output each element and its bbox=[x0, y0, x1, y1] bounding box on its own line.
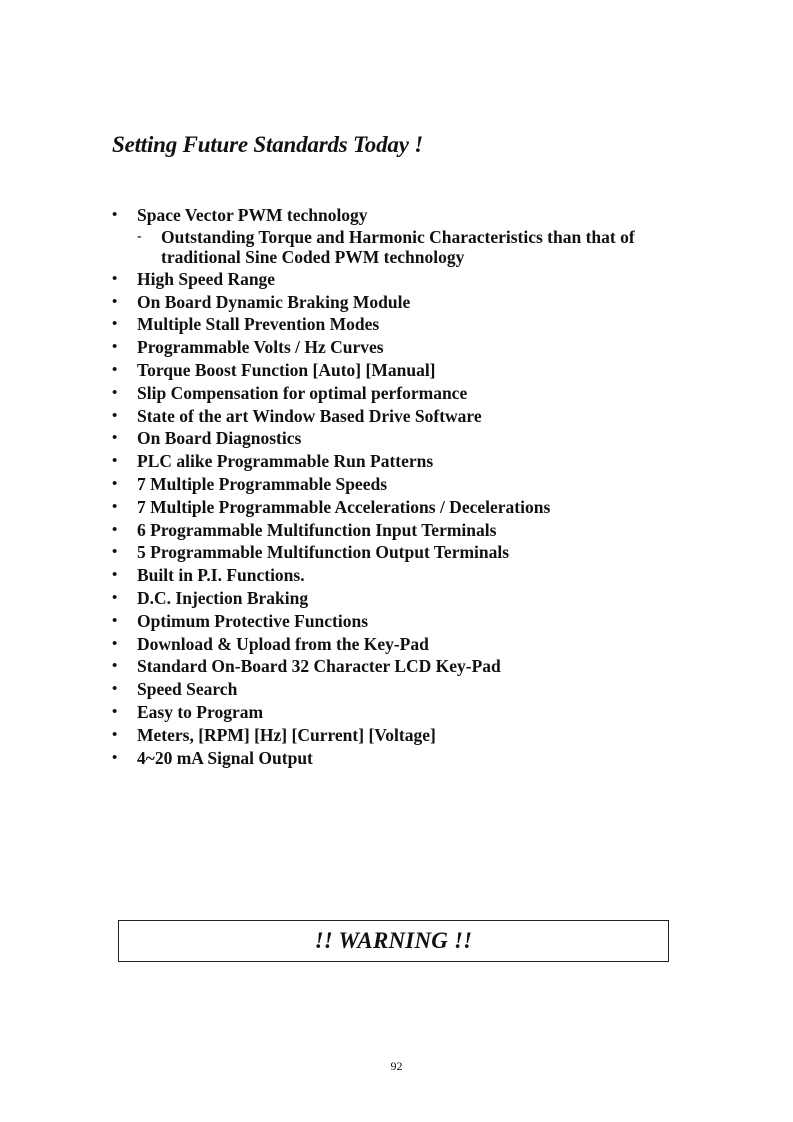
bullet-icon: • bbox=[112, 293, 118, 310]
bullet-icon: • bbox=[112, 430, 118, 447]
feature-text: 7 Multiple Programmable Accelerations / Decelerations bbox=[137, 496, 551, 517]
bullet-icon: • bbox=[112, 207, 118, 223]
warning-box bbox=[118, 920, 669, 962]
feature-item bbox=[108, 747, 708, 770]
feature-list bbox=[108, 204, 708, 769]
feature-item bbox=[108, 633, 708, 656]
bullet-icon: • bbox=[112, 658, 118, 675]
bullet-icon: • bbox=[112, 339, 118, 356]
feature-text: Meters, [RPM] [Hz] [Current] [Voltage] bbox=[137, 724, 436, 745]
feature-item bbox=[108, 587, 708, 610]
feature-text: Multiple Stall Prevention Modes bbox=[137, 314, 380, 335]
feature-text: Torque Boost Function [Auto] [Manual] bbox=[137, 359, 436, 380]
feature-item bbox=[108, 610, 708, 633]
feature-item bbox=[108, 405, 708, 428]
feature-text: Speed Search bbox=[137, 679, 238, 700]
feature-text: Slip Compensation for optimal performance bbox=[137, 382, 468, 403]
feature-text: 4~20 mA Signal Output bbox=[137, 747, 313, 768]
feature-text: Easy to Program bbox=[137, 701, 264, 722]
feature-text: Optimum Protective Functions bbox=[137, 610, 369, 631]
feature-item bbox=[108, 655, 708, 678]
bullet-icon: • bbox=[112, 681, 118, 698]
feature-item bbox=[108, 541, 708, 564]
bullet-icon: • bbox=[112, 567, 118, 584]
bullet-icon: • bbox=[112, 589, 118, 606]
feature-item bbox=[108, 382, 708, 405]
feature-item bbox=[108, 359, 708, 382]
warning-title: !! WARNING !! bbox=[314, 928, 473, 953]
feature-text: High Speed Range bbox=[137, 268, 276, 289]
bullet-icon: • bbox=[112, 703, 118, 720]
feature-item bbox=[108, 450, 708, 473]
feature-text: Space Vector PWM technology bbox=[137, 205, 368, 225]
bullet-icon: • bbox=[112, 612, 118, 629]
feature-item bbox=[108, 313, 708, 336]
feature-item bbox=[108, 291, 708, 314]
feature-item bbox=[108, 724, 708, 747]
feature-item bbox=[108, 268, 708, 291]
feature-text: On Board Dynamic Braking Module bbox=[137, 291, 411, 312]
bullet-icon: • bbox=[112, 521, 118, 538]
bullet-icon: • bbox=[112, 498, 118, 515]
feature-item bbox=[108, 473, 708, 496]
feature-item bbox=[108, 519, 708, 542]
bullet-icon: • bbox=[112, 407, 118, 424]
feature-text: Download & Upload from the Key-Pad bbox=[137, 633, 429, 654]
feature-text: Built in P.I. Functions. bbox=[137, 565, 305, 586]
feature-text: 6 Programmable Multifunction Input Terminals bbox=[137, 519, 497, 540]
bullet-icon: • bbox=[112, 316, 118, 333]
feature-text: On Board Diagnostics bbox=[137, 428, 302, 449]
page-number: 92 bbox=[390, 1059, 403, 1073]
bullet-icon: • bbox=[112, 726, 118, 743]
feature-text: D.C. Injection Braking bbox=[137, 587, 309, 608]
feature-item bbox=[108, 204, 708, 268]
feature-item bbox=[108, 336, 708, 359]
feature-item bbox=[108, 496, 708, 519]
bullet-icon: • bbox=[112, 749, 118, 766]
feature-text: PLC alike Programmable Run Patterns bbox=[137, 451, 434, 472]
bullet-icon: • bbox=[112, 453, 118, 470]
feature-item bbox=[108, 427, 708, 450]
feature-text: 7 Multiple Programmable Speeds bbox=[137, 473, 388, 494]
bullet-icon: • bbox=[112, 635, 118, 652]
feature-item bbox=[108, 701, 708, 724]
feature-subpoint bbox=[137, 227, 708, 268]
feature-item bbox=[108, 678, 708, 701]
feature-text: Programmable Volts / Hz Curves bbox=[137, 337, 384, 358]
subpoint-text: Outstanding Torque and Harmonic Characteristics than that of traditional Sine Coded PWM technology bbox=[161, 226, 635, 268]
bullet-icon: • bbox=[112, 361, 118, 378]
bullet-icon: • bbox=[112, 384, 118, 401]
feature-text: Standard On-Board 32 Character LCD Key-Pad bbox=[137, 656, 501, 677]
feature-text: 5 Programmable Multifunction Output Terminals bbox=[137, 542, 510, 563]
page-heading: Setting Future Standards Today ! bbox=[112, 132, 424, 157]
bullet-icon: • bbox=[112, 270, 118, 287]
dash-icon: - bbox=[137, 228, 142, 244]
feature-item bbox=[108, 564, 708, 587]
bullet-icon: • bbox=[112, 475, 118, 492]
feature-text: State of the art Window Based Drive Software bbox=[137, 405, 482, 426]
bullet-icon: • bbox=[112, 544, 118, 561]
